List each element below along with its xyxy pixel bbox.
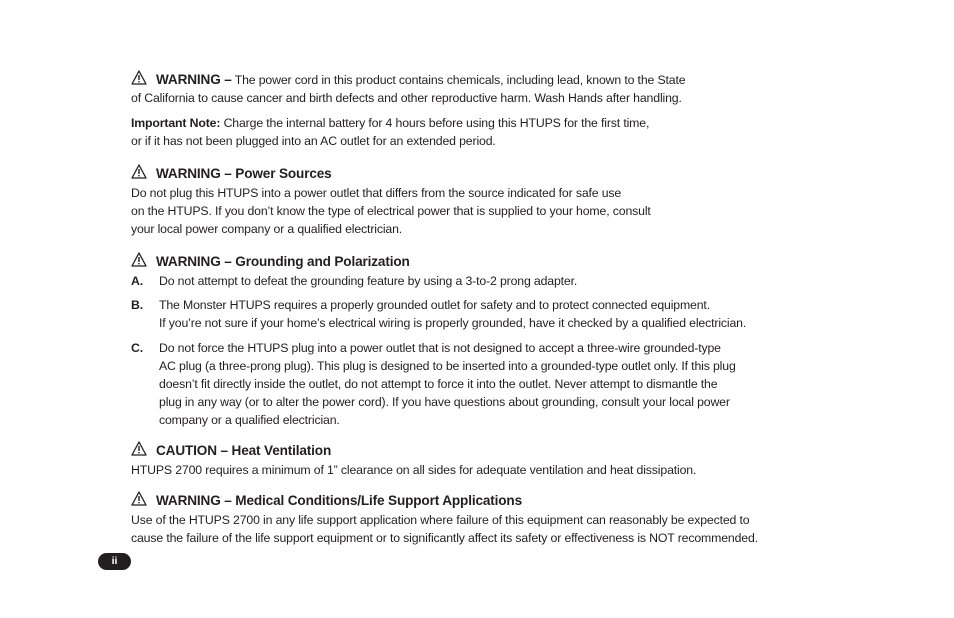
grounding-item-b-text-2: If you’re not sure if your home’s electrical wiring is properly grounded, have it checked by a qualified electrician. — [159, 316, 747, 330]
power-sources-text-2: on the HTUPS. If you don’t know the type of electrical power that is supplied to your home, consult — [131, 204, 651, 218]
power-sources-text-1: Do not plug this HTUPS into a power outlet that differs from the source indicated for safe use — [131, 186, 622, 200]
grounding-item-b — [131, 296, 831, 332]
warning-triangle-icon — [131, 252, 147, 267]
grounding-item-b-text-1: The Monster HTUPS requires a properly grounded outlet for safety and to protect connected equipment. — [159, 298, 710, 312]
safety-content — [131, 70, 831, 547]
grounding-item-a-text-1: Do not attempt to defeat the grounding feature by using a 3-to-2 prong adapter. — [159, 274, 578, 288]
item-letter: B. — [131, 298, 143, 312]
power-sources-title: WARNING – Power Sources — [156, 166, 332, 181]
grounding-item-a — [131, 272, 831, 290]
medical-title: WARNING – Medical Conditions/Life Support Applications — [156, 493, 522, 508]
important-note-first-line — [131, 114, 831, 132]
grounding-item-c-text-5: company or a qualified electrician. — [159, 413, 340, 427]
item-letter: C. — [131, 341, 143, 355]
power-sources-text-3: your local power company or a qualified electrician. — [131, 222, 403, 236]
heat-text-1: HTUPS 2700 requires a minimum of 1” clearance on all sides for adequate ventilation and heat dissipation. — [131, 463, 697, 477]
prop65-title: WARNING – — [156, 72, 232, 87]
heat-title: CAUTION – Heat Ventilation — [156, 443, 332, 458]
grounding-item-c-text-3: doesn’t fit directly inside the outlet, do not attempt to force it into the outlet. Never attempt to dismantle the — [159, 377, 718, 391]
grounding-title: WARNING – Grounding and Polarization — [156, 254, 410, 269]
page-number-badge: ii — [98, 553, 131, 570]
prop65-text-1: The power cord in this product contains chemicals, including lead, known to the State — [234, 73, 686, 87]
prop65-first-line — [131, 70, 831, 89]
warning-triangle-icon — [131, 491, 147, 506]
warning-triangle-icon — [131, 441, 147, 456]
medical-heading — [131, 491, 831, 511]
important-note-text-1: Charge the internal battery for 4 hours before using this HTUPS for the first time, — [223, 116, 650, 130]
warning-triangle-icon — [131, 70, 147, 85]
grounding-item-c-text-4: plug in any way (or to alter the power cord). If you have questions about grounding, consult your local power — [159, 395, 730, 409]
prop65-warning — [131, 70, 831, 107]
medical-section — [131, 491, 831, 547]
medical-text-2: cause the failure of the life support equipment or to significantly affect its safety or effectiveness is NOT recommended. — [131, 531, 758, 545]
important-note — [131, 114, 831, 150]
prop65-text-2: of California to cause cancer and birth defects and other reproductive harm. Wash Hands after handling. — [131, 91, 682, 105]
important-note-text-2: or if it has not been plugged into an AC outlet for an extended period. — [131, 134, 496, 148]
heat-ventilation-section — [131, 441, 831, 479]
important-note-label: Important Note: — [131, 116, 221, 130]
grounding-item-c — [131, 339, 831, 429]
grounding-heading — [131, 252, 831, 272]
grounding-section — [131, 252, 831, 429]
medical-text-1: Use of the HTUPS 2700 in any life support application where failure of this equipment can reasonably be expected to — [131, 513, 750, 527]
grounding-item-c-text-2: AC plug (a three-prong plug). This plug is designed to be inserted into a grounded-type outlet only. If this plug — [159, 359, 736, 373]
heat-heading — [131, 441, 831, 461]
warning-triangle-icon — [131, 164, 147, 179]
item-letter: A. — [131, 274, 143, 288]
power-sources-section — [131, 164, 831, 238]
grounding-item-c-text-1: Do not force the HTUPS plug into a power outlet that is not designed to accept a three-wire grounded-type — [159, 341, 721, 355]
power-sources-heading — [131, 164, 831, 184]
